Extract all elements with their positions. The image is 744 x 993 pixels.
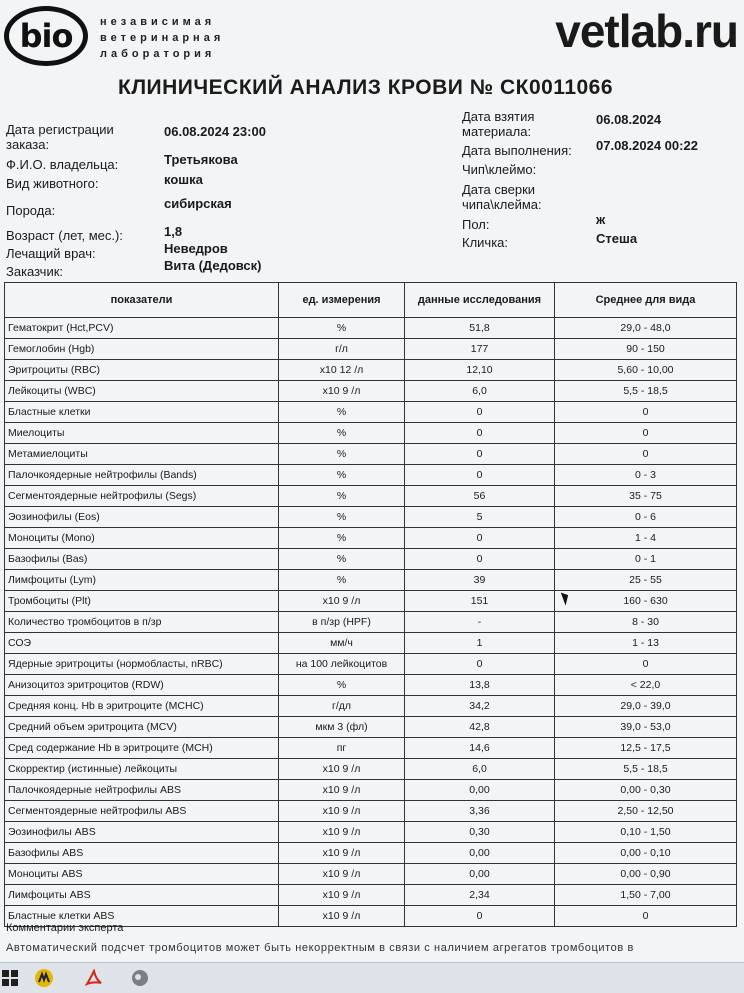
cell-norm: 1 - 4 [555, 528, 737, 549]
age-label: Возраст (лет, мес.): [6, 228, 123, 243]
windows-logo-icon[interactable] [0, 968, 20, 988]
cell-norm: 0 - 3 [555, 465, 737, 486]
cell-parameter: Анизоцитоз эритроцитов (RDW) [5, 675, 279, 696]
owner-label: Ф.И.О. владельца: [6, 157, 119, 172]
table-row [5, 549, 737, 570]
cell-value: 1 [405, 633, 555, 654]
cell-parameter: Метамиелоциты [5, 444, 279, 465]
cell-norm: 0,10 - 1,50 [555, 822, 737, 843]
cell-unit: мм/ч [279, 633, 405, 654]
cell-norm: 35 - 75 [555, 486, 737, 507]
table-row [5, 801, 737, 822]
cell-value: 34,2 [405, 696, 555, 717]
table-row [5, 696, 737, 717]
sex-label: Пол: [462, 217, 490, 232]
cell-value: 0 [405, 402, 555, 423]
cell-value: 51,8 [405, 318, 555, 339]
doctor-value: Неведров [164, 241, 228, 256]
cell-unit: x10 9 /л [279, 759, 405, 780]
table-row [5, 759, 737, 780]
cell-value: 6,0 [405, 381, 555, 402]
cell-norm: 1 - 13 [555, 633, 737, 654]
cell-parameter: Ядерные эритроциты (нормобласты, nRBC) [5, 654, 279, 675]
site-name: vetlab.ru [555, 5, 738, 57]
cell-unit: % [279, 444, 405, 465]
nick-label: Кличка: [462, 235, 509, 250]
table-row [5, 885, 737, 906]
cell-unit: x10 9 /л [279, 843, 405, 864]
cell-parameter: Сегментоядерные нейтрофилы ABS [5, 801, 279, 822]
cell-unit: x10 9 /л [279, 780, 405, 801]
table-row [5, 675, 737, 696]
sample-date-value: 06.08.2024 [596, 112, 662, 127]
cell-unit: x10 9 /л [279, 801, 405, 822]
age-value: 1,8 [164, 224, 183, 239]
cell-norm: 12,5 - 17,5 [555, 738, 737, 759]
lab-logo: bio [4, 6, 88, 66]
cell-norm: 8 - 30 [555, 612, 737, 633]
customer-label: Заказчик: [6, 264, 64, 279]
table-row [5, 402, 737, 423]
cell-parameter: Лимфоциты (Lym) [5, 570, 279, 591]
cell-parameter: Базофилы (Bas) [5, 549, 279, 570]
cell-unit: % [279, 465, 405, 486]
results-table [4, 282, 737, 927]
cell-unit: % [279, 318, 405, 339]
taskbar [0, 962, 744, 993]
chip-label: Чип\клеймо: [462, 162, 537, 177]
cell-value: 0 [405, 906, 555, 927]
table-row [5, 633, 737, 654]
cell-value: 42,8 [405, 717, 555, 738]
cell-unit: % [279, 507, 405, 528]
cell-norm: 0 [555, 423, 737, 444]
cell-parameter: Сред содержание Hb в эритроците (MCH) [5, 738, 279, 759]
animal-value: кошка [164, 172, 203, 187]
cell-parameter: Миелоциты [5, 423, 279, 444]
cell-value: 0 [405, 528, 555, 549]
nick-value: Стеша [596, 231, 638, 246]
customer-value: Вита (Дедовск) [164, 258, 262, 273]
table-row [5, 444, 737, 465]
table-row [5, 738, 737, 759]
cell-value: 0 [405, 444, 555, 465]
cell-value: 13,8 [405, 675, 555, 696]
cell-unit: в п/зр (HPF) [279, 612, 405, 633]
cell-value: 0 [405, 423, 555, 444]
cell-unit: x10 9 /л [279, 906, 405, 927]
cell-parameter: Эозинофилы ABS [5, 822, 279, 843]
breed-label: Порода: [6, 203, 56, 218]
cell-parameter: Сегментоядерные нейтрофилы (Segs) [5, 486, 279, 507]
cell-norm: 160 - 630 [555, 591, 737, 612]
animal-label: Вид животного: [6, 176, 99, 191]
cell-unit: г/дл [279, 696, 405, 717]
pdf-reader-icon[interactable] [84, 968, 104, 988]
table-row [5, 423, 737, 444]
cell-parameter: Палочкоядерные нейтрофилы (Bands) [5, 465, 279, 486]
cell-norm: 39,0 - 53,0 [555, 717, 737, 738]
table-row [5, 822, 737, 843]
cell-unit: мкм 3 (фл) [279, 717, 405, 738]
table-row [5, 465, 737, 486]
cell-norm: 1,50 - 7,00 [555, 885, 737, 906]
cell-value: 0,00 [405, 864, 555, 885]
cell-value: 0,00 [405, 843, 555, 864]
cell-value: 14,6 [405, 738, 555, 759]
cell-value: 0 [405, 549, 555, 570]
cell-norm: 25 - 55 [555, 570, 737, 591]
cell-value: 0 [405, 465, 555, 486]
breed-value: сибирская [164, 196, 232, 211]
cell-value: 0,00 [405, 780, 555, 801]
cell-parameter: Гемоглобин (Hgb) [5, 339, 279, 360]
sex-value: ж [596, 212, 606, 227]
cell-norm: 5,60 - 10,00 [555, 360, 737, 381]
sketch-app-icon[interactable] [130, 968, 150, 988]
col-header-parameter: показатели [5, 283, 279, 318]
cell-value: 2,34 [405, 885, 555, 906]
cell-unit: x10 12 /л [279, 360, 405, 381]
table-row [5, 591, 737, 612]
cell-parameter: Количество тромбоцитов в п/зр [5, 612, 279, 633]
cell-unit: % [279, 423, 405, 444]
cell-parameter: Гематокрит (Hct,PCV) [5, 318, 279, 339]
table-row [5, 612, 737, 633]
lab-name: независимая ветеринарная лаборатория [100, 16, 225, 60]
cell-parameter: Моноциты (Mono) [5, 528, 279, 549]
cell-value: 177 [405, 339, 555, 360]
cell-norm: 0,00 - 0,30 [555, 780, 737, 801]
table-row [5, 654, 737, 675]
owner-value: Третьякова [164, 152, 238, 167]
table-row [5, 717, 737, 738]
cell-unit: x10 9 /л [279, 864, 405, 885]
cell-unit: x10 9 /л [279, 822, 405, 843]
cell-parameter: Средний объем эритроцита (MCV) [5, 717, 279, 738]
cell-value: 3,36 [405, 801, 555, 822]
table-row [5, 570, 737, 591]
table-row [5, 360, 737, 381]
cell-norm: 0,00 - 0,90 [555, 864, 737, 885]
cell-value: 0 [405, 654, 555, 675]
cell-value: 151 [405, 591, 555, 612]
cell-value: 5 [405, 507, 555, 528]
cell-value: 6,0 [405, 759, 555, 780]
cell-unit: % [279, 549, 405, 570]
cell-parameter: Палочкоядерные нейтрофилы ABS [5, 780, 279, 801]
cell-norm: 0 [555, 906, 737, 927]
music-app-icon[interactable] [34, 968, 54, 988]
cell-norm: 29,0 - 48,0 [555, 318, 737, 339]
done-date-label: Дата выполнения: [462, 143, 572, 158]
cell-norm: 2,50 - 12,50 [555, 801, 737, 822]
cell-unit: % [279, 675, 405, 696]
cell-parameter: Моноциты ABS [5, 864, 279, 885]
cell-unit: % [279, 528, 405, 549]
cell-norm: 0 [555, 444, 737, 465]
cell-parameter: Лимфоциты ABS [5, 885, 279, 906]
col-header-value: данные исследования [405, 283, 555, 318]
cell-parameter: Базофилы ABS [5, 843, 279, 864]
cell-unit: % [279, 486, 405, 507]
table-row [5, 507, 737, 528]
cell-parameter: Скорректир (истинные) лейкоциты [5, 759, 279, 780]
cell-parameter: Бластные клетки [5, 402, 279, 423]
cell-norm: 0 [555, 402, 737, 423]
comments-heading: Комментарии эксперта [6, 922, 124, 934]
cell-parameter: Тромбоциты (Plt) [5, 591, 279, 612]
col-header-unit: ед. измерения [279, 283, 405, 318]
cell-value: 56 [405, 486, 555, 507]
cell-parameter: Лейкоциты (WBC) [5, 381, 279, 402]
cell-parameter: Эритроциты (RBC) [5, 360, 279, 381]
table-row [5, 339, 737, 360]
reg-date-value: 06.08.2024 23:00 [164, 124, 266, 139]
done-date-value: 07.08.2024 00:22 [596, 138, 698, 153]
table-header-row [5, 283, 737, 318]
cell-value: - [405, 612, 555, 633]
cell-unit: x10 9 /л [279, 885, 405, 906]
table-row [5, 318, 737, 339]
cell-norm: 29,0 - 39,0 [555, 696, 737, 717]
cell-unit: % [279, 402, 405, 423]
doctor-label: Лечащий врач: [6, 246, 96, 261]
cell-norm: 0 - 1 [555, 549, 737, 570]
cell-unit: пг [279, 738, 405, 759]
cell-unit: x10 9 /л [279, 591, 405, 612]
cell-norm: 0 [555, 654, 737, 675]
cell-unit: на 100 лейкоцитов [279, 654, 405, 675]
reg-date-label: Дата регистрации заказа: [6, 122, 114, 152]
table-row [5, 528, 737, 549]
sample-date-label: Дата взятия материала: [462, 109, 535, 139]
table-row [5, 486, 737, 507]
cell-parameter: Эозинофилы (Eos) [5, 507, 279, 528]
cell-norm: 5,5 - 18,5 [555, 381, 737, 402]
cell-unit: % [279, 570, 405, 591]
document-title: КЛИНИЧЕСКИЙ АНАЛИЗ КРОВИ № СК0011066 [118, 76, 614, 99]
cell-value: 12,10 [405, 360, 555, 381]
chip-check-label: Дата сверки чипа\клейма: [462, 182, 542, 212]
cell-norm: 0 - 6 [555, 507, 737, 528]
table-row [5, 381, 737, 402]
table-row [5, 843, 737, 864]
cell-norm: 90 - 150 [555, 339, 737, 360]
table-row [5, 780, 737, 801]
cell-norm: < 22,0 [555, 675, 737, 696]
table-row [5, 864, 737, 885]
comments-text: Автоматический подсчет тромбоцитов может быть некорректным в связи с наличием агрегатов тромбоцитов в [6, 942, 634, 954]
cell-value: 39 [405, 570, 555, 591]
cell-norm: 5,5 - 18,5 [555, 759, 737, 780]
cell-parameter: СОЭ [5, 633, 279, 654]
cell-parameter: Бластные клетки ABS [5, 906, 279, 927]
cell-unit: x10 9 /л [279, 381, 405, 402]
cell-value: 0,30 [405, 822, 555, 843]
col-header-norm: Среднее для вида [555, 283, 737, 318]
cell-parameter: Средняя конц. Hb в эритроците (MCHC) [5, 696, 279, 717]
cell-unit: г/л [279, 339, 405, 360]
cell-norm: 0,00 - 0,10 [555, 843, 737, 864]
